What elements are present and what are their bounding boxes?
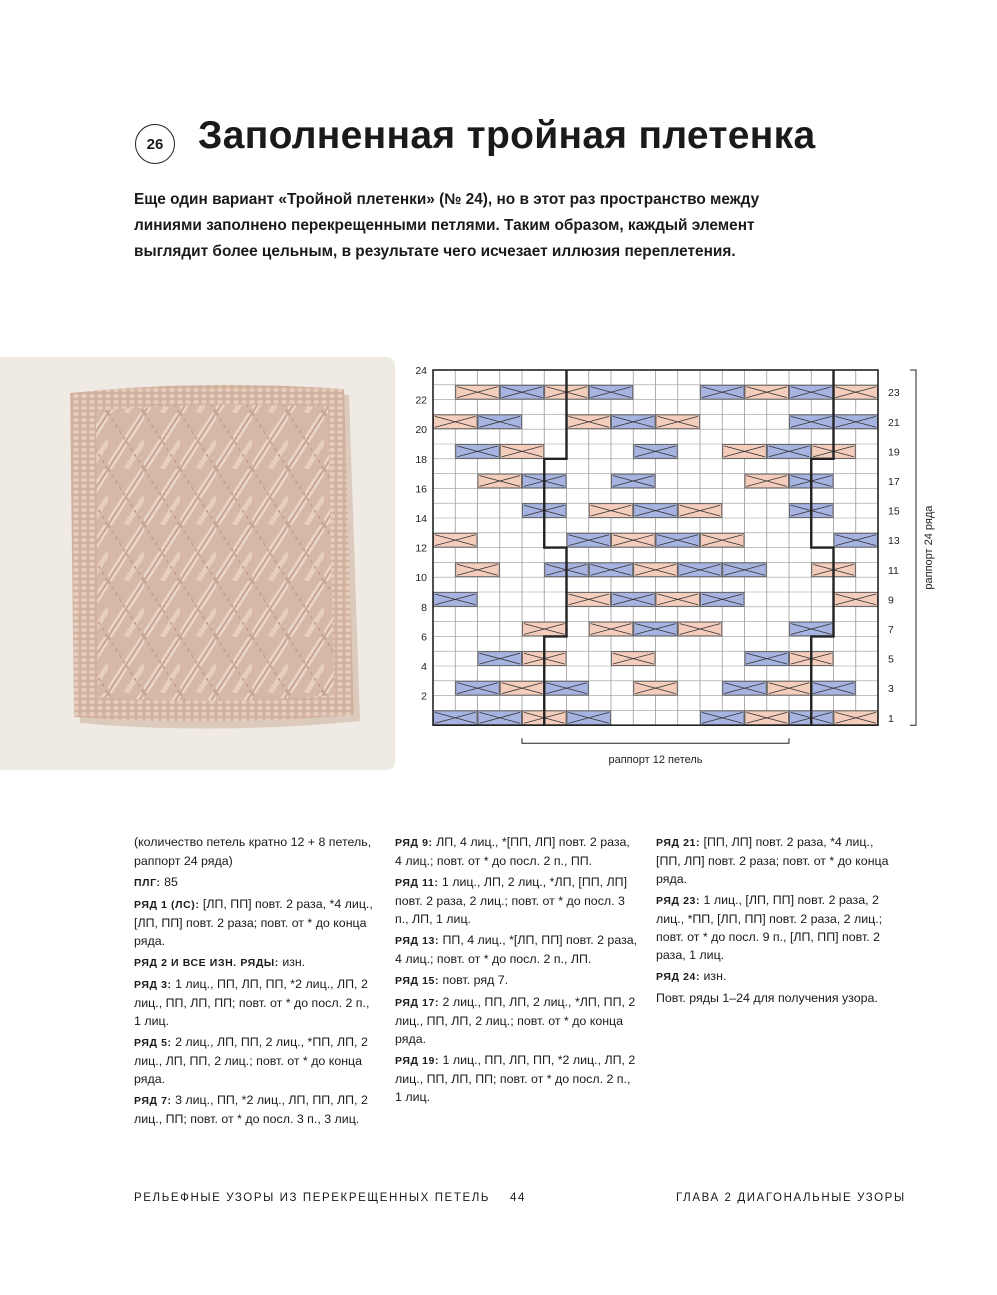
page-title: Заполненная тройная плетенка — [198, 114, 816, 157]
footer-book-title: РЕЛЬЕФНЫЕ УЗОРЫ ИЗ ПЕРЕКРЕЩЕННЫХ ПЕТЕЛЬ — [134, 1192, 491, 1204]
instruction-line: РЯД 9: ЛП, 4 лиц., *[ПП, ЛП] повт. 2 раза, 4 лиц.; повт. от * до посл. 2 п., ПП. — [395, 835, 630, 868]
instruction-line: РЯД 13: ПП, 4 лиц., *[ЛП, ПП] повт. 2 раза, 4 лиц.; повт. от * до посл. 2 п., ЛП. — [395, 933, 638, 966]
instructions-column-1 — [134, 833, 379, 1131]
row-number-left: 12 — [415, 542, 427, 555]
row-number-left: 10 — [415, 572, 427, 585]
intro-paragraph: Еще один вариант «Тройной плетенки» (№ 24), но в этот раз пространство между линиями заполнено перекрещенными петлями. Таким образом, каждый элемент выглядит более цельным, в результате чего исчезает иллюзия переплетения. — [134, 191, 760, 260]
row-number-left: 16 — [415, 483, 427, 496]
instruction-line: Повт. ряды 1–24 для получения узора. — [656, 991, 878, 1005]
knitting-chart — [405, 362, 950, 772]
instruction-line: РЯД 21: [ПП, ЛП] повт. 2 раза, *4 лиц., [ПП, ЛП] повт. 2 раза; повт. от * до конца ряда. — [656, 835, 889, 886]
instruction-line: РЯД 7: 3 лиц., ПП, *2 лиц., ЛП, ПП, ЛП, 2 лиц., ПП; повт. от * до посл. 3 п., 3 лиц. — [134, 1093, 368, 1126]
row-number-left: 22 — [415, 394, 427, 407]
instruction-line: (количество петель кратно 12 + 8 петель, раппорт 24 ряда) — [134, 835, 372, 868]
row-number-left: 20 — [415, 424, 427, 437]
instructions-column-2 — [395, 833, 640, 1109]
row-number-left: 14 — [415, 513, 427, 525]
instruction-line: РЯД 19: 1 лиц., ПП, ЛП, ПП, *2 лиц., ЛП, 2 лиц., ПП, ЛП, ПП; повт. от * до посл. 2 п., 1 лиц. — [395, 1053, 636, 1104]
instruction-line: РЯД 23: 1 лиц., [ЛП, ПП] повт. 2 раза, 2 лиц., *ПП, [ЛП, ПП] повт. 2 раза, 2 лиц.; повт. от * до посл. 9 п., [ЛП, ПП] повт. 2 раза, 1 лиц. — [656, 893, 883, 962]
row-number-right: 17 — [888, 476, 900, 488]
row-number-right: 7 — [888, 624, 894, 636]
pattern-number: 26 — [146, 135, 164, 153]
row-number-left: 24 — [415, 365, 427, 377]
row-number-right: 19 — [888, 446, 900, 459]
instruction-line: РЯД 17: 2 лиц., ПП, ЛП, 2 лиц., *ЛП, ПП, 2 лиц., ПП, ЛП, 2 лиц.; повт. от * до конца ряда. — [395, 995, 636, 1046]
instruction-line: ПЛГ: 85 — [134, 875, 178, 889]
stitches-repeat-bracket — [522, 738, 789, 743]
footer-chapter: ГЛАВА 2 ДИАГОНАЛЬНЫЕ УЗОРЫ — [676, 1192, 906, 1204]
row-number-right: 9 — [888, 594, 894, 607]
instruction-line: РЯД 11: 1 лиц., ЛП, 2 лиц., *ЛП, [ПП, ЛП] повт. 2 раза, 2 лиц.; повт. от * до посл. 3 п., ЛП, 1 лиц. — [395, 875, 628, 926]
rows-repeat-bracket — [910, 370, 916, 725]
rows-repeat-label: раппорт 24 ряда — [923, 505, 935, 590]
row-number-left: 6 — [421, 631, 427, 644]
pattern-number-badge — [135, 124, 175, 164]
instruction-line: РЯД 2 И ВСЕ ИЗН. РЯДЫ: изн. — [134, 955, 306, 969]
row-number-right: 3 — [888, 683, 894, 696]
page-number: 44 — [510, 1192, 526, 1204]
stitches-repeat-label: раппорт 12 петель — [608, 754, 703, 767]
row-number-right: 23 — [888, 387, 900, 400]
row-number-left: 8 — [421, 601, 427, 614]
repeat-outline — [544, 370, 566, 725]
row-number-right: 1 — [888, 712, 894, 725]
instruction-line: РЯД 24: изн. — [656, 969, 727, 983]
row-number-right: 21 — [888, 416, 900, 429]
row-number-left: 18 — [415, 453, 427, 466]
instruction-line: РЯД 5: 2 лиц., ЛП, ПП, 2 лиц., *ПП, ЛП, 2 лиц., ЛП, ПП, 2 лиц.; повт. от * до конца ряда. — [134, 1035, 368, 1086]
instruction-line: РЯД 3: 1 лиц., ПП, ЛП, ПП, *2 лиц., ЛП, 2 лиц., ПП, ЛП, ПП; повт. от * до посл. 2 п., 1 лиц. — [134, 977, 370, 1028]
row-number-right: 5 — [888, 653, 894, 666]
instructions-column-3 — [656, 833, 901, 1011]
row-number-left: 4 — [421, 661, 427, 673]
knit-swatch-photo — [0, 357, 395, 770]
instruction-line: РЯД 15: повт. ряд 7. — [395, 973, 509, 987]
row-number-right: 11 — [888, 564, 899, 577]
row-number-right: 15 — [888, 505, 900, 518]
row-number-left: 2 — [421, 690, 427, 703]
row-number-right: 13 — [888, 535, 900, 548]
instruction-line: РЯД 1 (ЛС): [ЛП, ПП] повт. 2 раза, *4 лиц., [ЛП, ПП] повт. 2 раза; повт. от * до конца ряда. — [134, 897, 373, 948]
